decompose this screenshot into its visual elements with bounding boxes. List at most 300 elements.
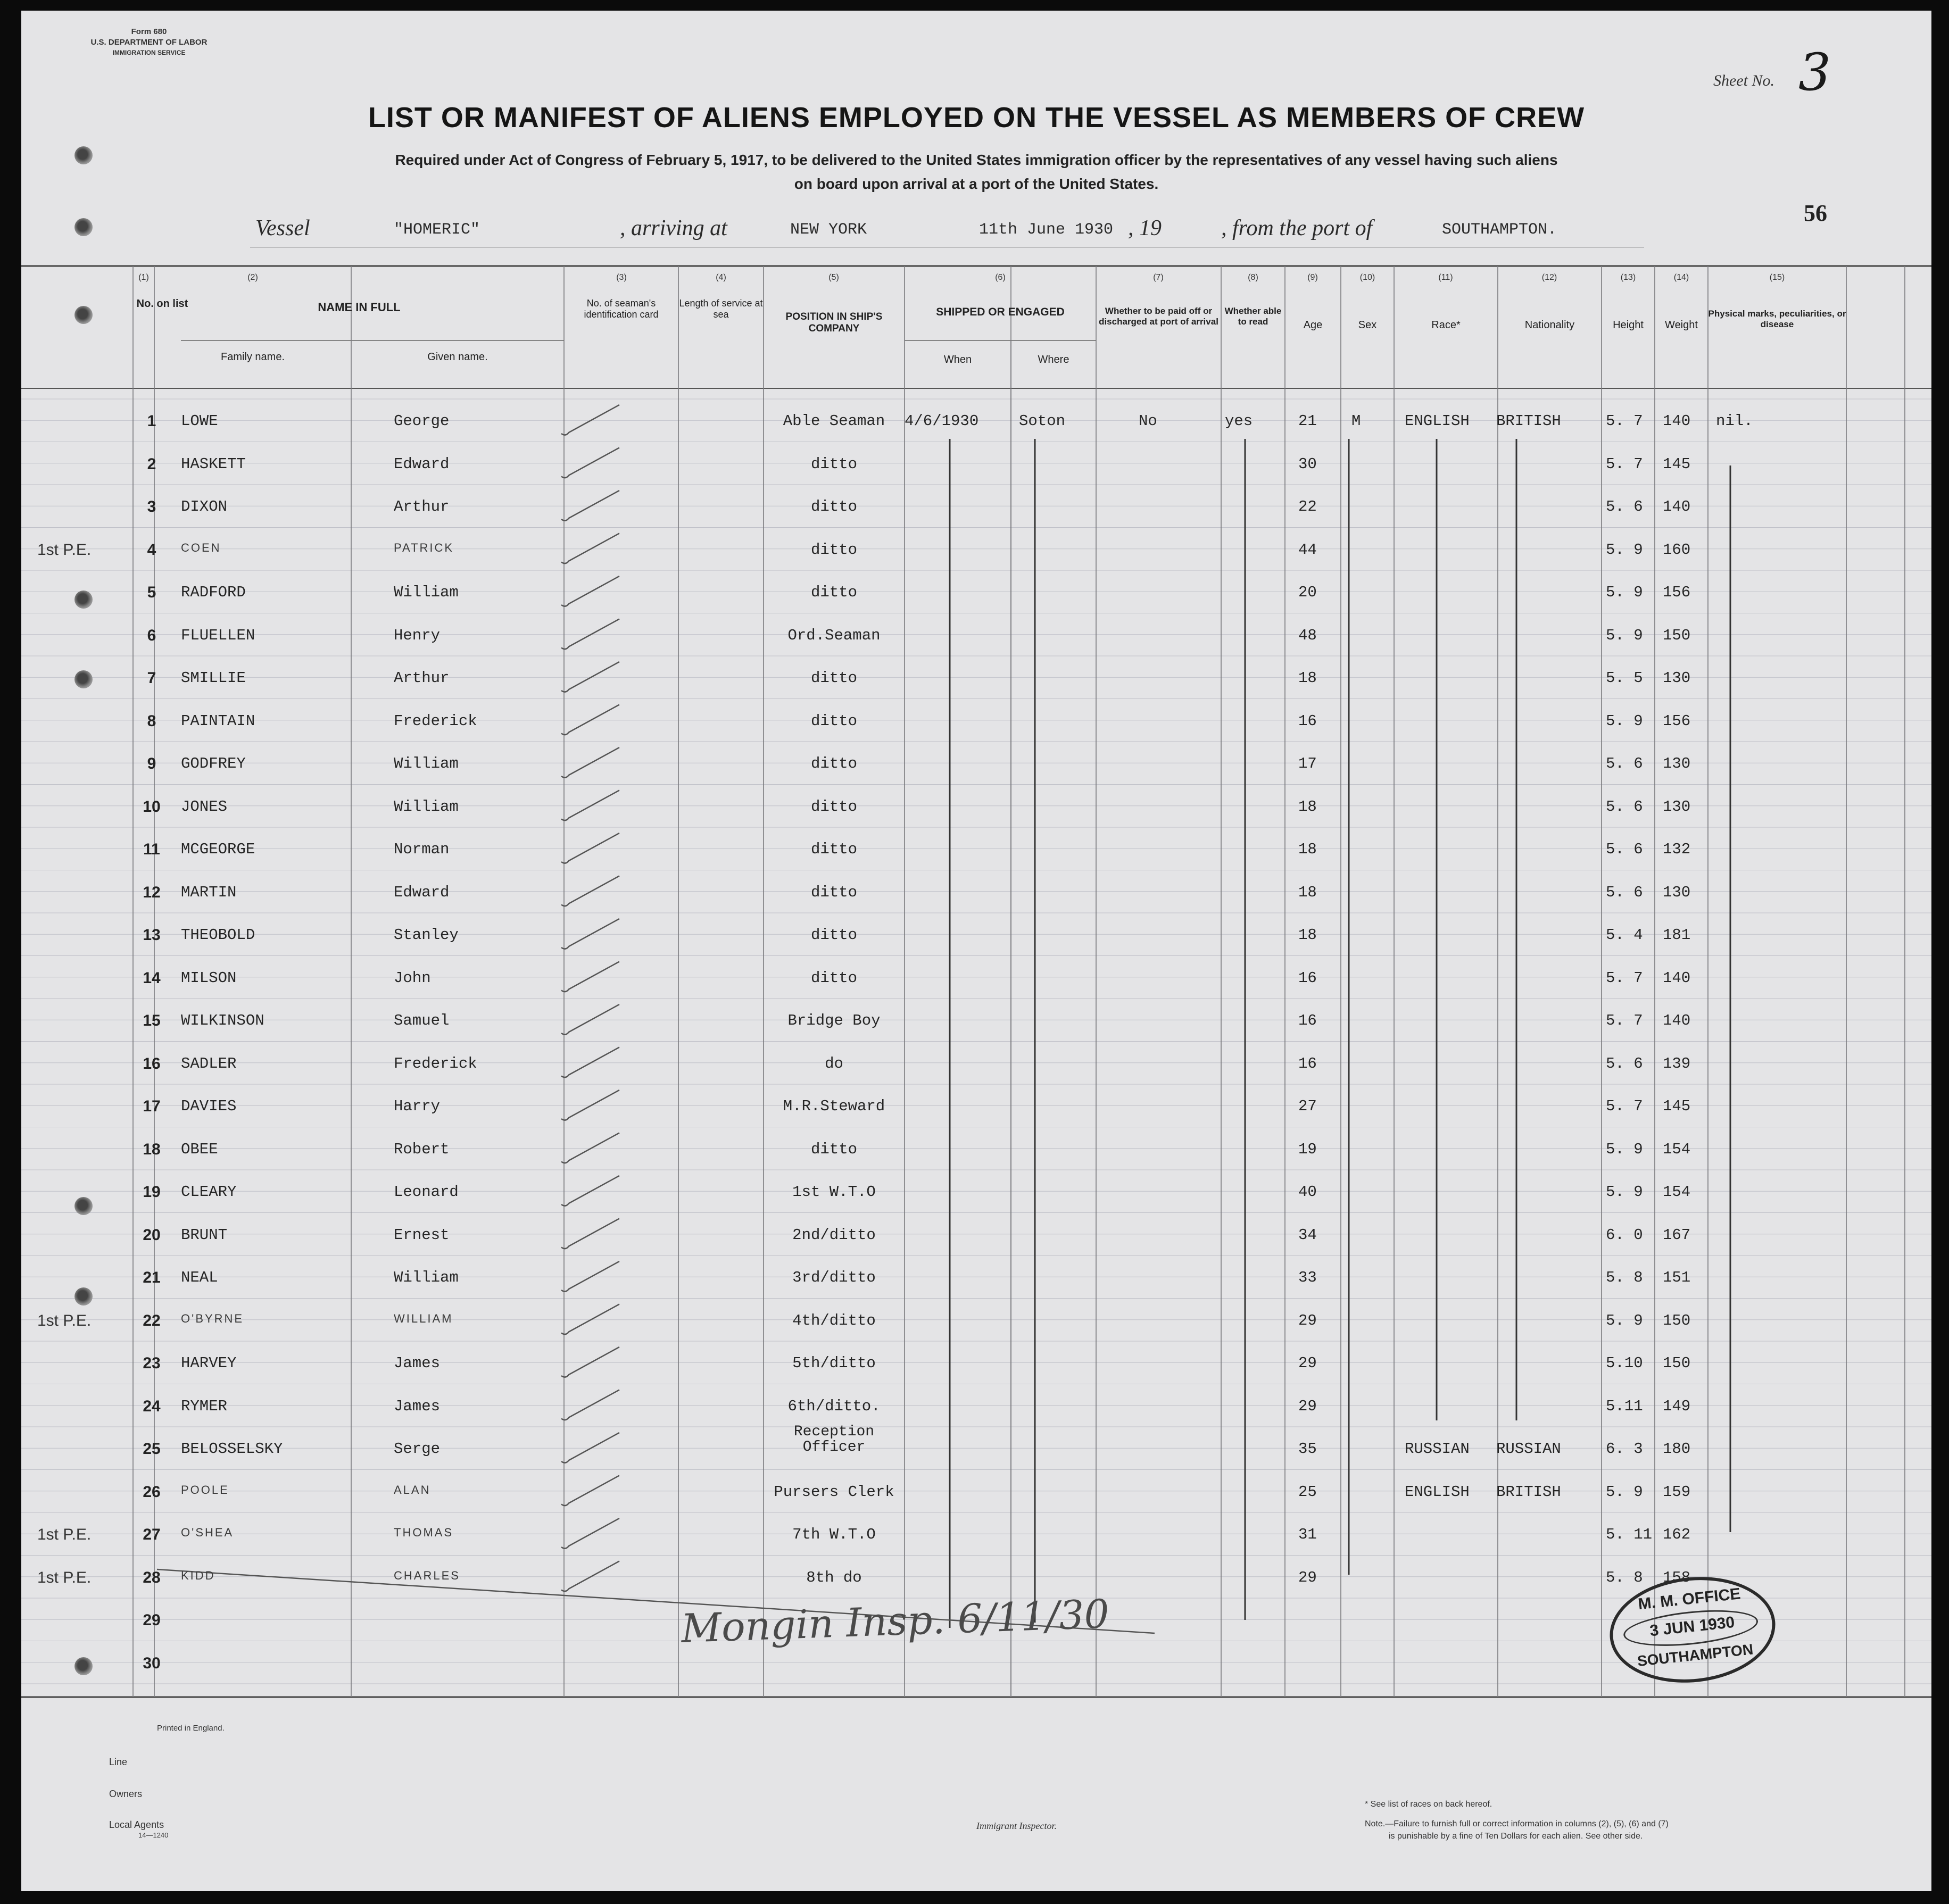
given-name-cell: Frederick (394, 712, 477, 730)
col-physical: Physical marks, peculiarities, or disease (1708, 309, 1846, 329)
weight-cell: 130 (1663, 883, 1691, 901)
weight-cell: 159 (1663, 1483, 1691, 1501)
height-cell: 6. 3 (1606, 1440, 1643, 1458)
family-name-cell: SADLER (181, 1054, 237, 1072)
height-cell: 5. 4 (1606, 926, 1643, 944)
family-name-cell: MCGEORGE (181, 841, 255, 858)
weight-cell: 180 (1663, 1440, 1691, 1458)
footer-owners-label: Owners (109, 1789, 143, 1799)
weight-cell: 160 (1663, 541, 1691, 559)
position-cell: Bridge Boy (787, 1012, 881, 1029)
form-header (80, 27, 218, 57)
given-name-cell: Samuel (394, 1012, 450, 1029)
position-cell: Able Seaman (783, 412, 885, 430)
given-name-cell: William (394, 797, 459, 816)
position-cell: M.R.Steward (783, 1097, 885, 1115)
table-row (21, 1055, 1931, 1098)
row-number: 17 (143, 1097, 161, 1115)
table-row (21, 1354, 1931, 1398)
table-row (21, 1483, 1931, 1526)
height-cell: 5. 9 (1606, 541, 1643, 559)
family-name-cell: PAINTAIN (181, 712, 255, 730)
given-name-cell: Norman (394, 841, 450, 858)
height-cell: 5. 8 (1606, 1568, 1643, 1586)
col-age: Age (1303, 319, 1323, 331)
age-cell: 16 (1298, 712, 1317, 730)
col-paid-off: Whether to be paid off or discharged at port of arrival (1099, 306, 1218, 327)
row-number: 3 (147, 498, 156, 516)
weight-cell: 140 (1663, 498, 1691, 516)
given-name-cell: William (394, 584, 459, 601)
column-number: (14) (1673, 273, 1689, 282)
row-number: 19 (143, 1183, 161, 1201)
family-name-cell: OBEE (181, 1140, 218, 1158)
position-cell: ditto (810, 841, 857, 858)
col-weight: Weight (1665, 319, 1698, 331)
height-cell: 5. 7 (1606, 1097, 1643, 1115)
position-cell: 3rd/ditto (792, 1269, 876, 1286)
table-row (21, 926, 1931, 969)
weight-cell: 150 (1663, 1354, 1691, 1372)
margin-note: 1st P.E. (37, 1526, 92, 1543)
row-number: 16 (143, 1054, 161, 1072)
family-name-cell: MARTIN (181, 883, 237, 901)
col-no-on-list: No. on list (136, 298, 188, 310)
family-name-cell: BELOSSELSKY (181, 1440, 283, 1458)
column-number: (6) (995, 273, 1006, 282)
table-row (21, 627, 1931, 670)
age-cell: 29 (1298, 1311, 1317, 1329)
age-cell: 18 (1298, 797, 1317, 816)
age-cell: 20 (1298, 584, 1317, 601)
sheet-label: Sheet No. (1713, 72, 1774, 89)
row-number: 6 (147, 626, 156, 644)
age-cell: 40 (1298, 1183, 1317, 1201)
row-number: 4 (147, 541, 156, 559)
given-name-cell: Harry (394, 1097, 441, 1115)
age-cell: 16 (1298, 1012, 1317, 1029)
table-row (21, 1226, 1931, 1269)
table-row (21, 1097, 1931, 1141)
immigrant-inspector-label: Immigrant Inspector. (976, 1820, 1057, 1831)
column-number: (3) (616, 273, 627, 282)
column-number: (10) (1359, 273, 1375, 282)
given-name-cell: John (394, 969, 431, 987)
table-row (21, 841, 1931, 884)
from-port: SOUTHAMPTON. (1442, 221, 1557, 239)
age-cell: 21 (1298, 412, 1317, 430)
weight-cell: 149 (1663, 1397, 1691, 1415)
height-cell: 5. 9 (1606, 1140, 1643, 1158)
nationality-cell: RUSSIAN (1496, 1440, 1561, 1458)
age-cell: 29 (1298, 1354, 1317, 1372)
family-name-cell: DIXON (181, 498, 228, 516)
column-number: (9) (1307, 273, 1318, 282)
position-cell: ditto (810, 797, 857, 816)
family-name-cell: GODFREY (181, 755, 246, 772)
race-cell: ENGLISH (1405, 412, 1470, 430)
stamp-date: 3 JUN 1930 (1649, 1613, 1736, 1640)
col-name-in-full: NAME IN FULL (318, 301, 401, 314)
physical-cell: nil. (1716, 412, 1753, 430)
col-shipped: SHIPPED OR ENGAGED (936, 306, 1065, 318)
service: IMMIGRATION SERVICE (112, 48, 186, 56)
race-note: * See list of races on back hereof. (1365, 1800, 1492, 1809)
position-cell: 4th/ditto (792, 1311, 876, 1329)
weight-cell: 156 (1663, 584, 1691, 601)
required-line-1: Required under Act of Congress of February 5, 1917, to be delivered to the United States immigration officer by the representatives of any vessel having such aliens (395, 152, 1558, 168)
weight-cell: 132 (1663, 841, 1691, 858)
weight-cell: 140 (1663, 412, 1691, 430)
row-number: 13 (143, 926, 161, 944)
arrival-date: 11th June 1930 (979, 221, 1114, 239)
age-cell: 34 (1298, 1226, 1317, 1244)
given-name-cell: Edward (394, 455, 450, 473)
height-cell: 5. 6 (1606, 1054, 1643, 1072)
age-cell: 17 (1298, 755, 1317, 772)
page-title: LIST OR MANIFEST OF ALIENS EMPLOYED ON THE VESSEL AS MEMBERS OF CREW (368, 102, 1585, 134)
age-cell: 18 (1298, 841, 1317, 858)
table-row (21, 669, 1931, 712)
where-cell: Soton (1019, 412, 1066, 430)
col-height: Height (1613, 319, 1644, 331)
weight-cell: 130 (1663, 669, 1691, 687)
table-row (21, 969, 1931, 1012)
col-when: When (943, 354, 972, 365)
family-name-cell: O'BYRNE (181, 1311, 244, 1325)
column-number: (4) (716, 273, 726, 282)
family-name-cell: WILKINSON (181, 1012, 264, 1029)
family-name-cell: BRUNT (181, 1226, 228, 1244)
position-cell: ditto (810, 541, 857, 559)
age-cell: 16 (1298, 969, 1317, 987)
given-name-cell: PATRICK (394, 541, 454, 554)
row-number: 15 (143, 1012, 161, 1029)
age-cell: 44 (1298, 541, 1317, 559)
given-name-cell: William (394, 1269, 459, 1286)
position-cell: ditto (810, 755, 857, 772)
position-cell: ditto (810, 926, 857, 944)
given-name-cell: ALAN (394, 1483, 431, 1496)
given-name-cell: CHARLES (394, 1568, 460, 1582)
column-number: (2) (247, 273, 258, 282)
position-cell: 5th/ditto (792, 1354, 876, 1372)
table-row (21, 584, 1931, 627)
row-number: 10 (143, 797, 161, 816)
height-cell: 5.10 (1606, 1354, 1643, 1372)
given-name-cell: THOMAS (394, 1526, 454, 1539)
punch-hole (74, 306, 93, 324)
col-nationality: Nationality (1524, 319, 1575, 331)
row-number: 29 (143, 1611, 161, 1629)
weight-cell: 154 (1663, 1183, 1691, 1201)
col-sex: Sex (1358, 319, 1377, 331)
height-cell: 5. 9 (1606, 712, 1643, 730)
weight-cell: 162 (1663, 1526, 1691, 1543)
col-position: POSITION IN SHIP'S COMPANY (785, 311, 883, 334)
weight-cell: 150 (1663, 1311, 1691, 1329)
age-cell: 16 (1298, 1054, 1317, 1072)
column-number: (11) (1438, 273, 1453, 282)
margin-note: 1st P.E. (37, 1311, 92, 1329)
given-name-cell: Frederick (394, 1054, 477, 1072)
age-cell: 35 (1298, 1440, 1317, 1458)
row-number: 23 (143, 1354, 161, 1372)
height-cell: 5. 6 (1606, 883, 1643, 901)
given-name-cell: Robert (394, 1140, 450, 1158)
race-cell: RUSSIAN (1405, 1440, 1470, 1458)
age-cell: 27 (1298, 1097, 1317, 1115)
weight-cell: 156 (1663, 712, 1691, 730)
given-name-cell: James (394, 1354, 441, 1372)
weight-cell: 130 (1663, 797, 1691, 816)
row-number: 1 (147, 412, 156, 430)
weight-cell: 150 (1663, 626, 1691, 644)
family-name-cell: DAVIES (181, 1097, 237, 1115)
height-cell: 5.11 (1606, 1397, 1643, 1415)
age-cell: 19 (1298, 1140, 1317, 1158)
form-number: Form 680 (131, 27, 167, 36)
column-number: (15) (1769, 273, 1785, 282)
weight-cell: 154 (1663, 1140, 1691, 1158)
row-number: 14 (143, 969, 161, 987)
punch-hole (74, 218, 93, 236)
vessel-label: Vessel (255, 216, 310, 240)
table-row (21, 498, 1931, 541)
height-cell: 5. 6 (1606, 498, 1643, 516)
given-name-cell: Serge (394, 1440, 441, 1458)
position-cell: ditto (810, 455, 857, 473)
age-cell: 29 (1298, 1397, 1317, 1415)
position-cell: ditto (810, 883, 857, 901)
weight-cell: 151 (1663, 1269, 1691, 1286)
table-row (21, 1183, 1931, 1226)
position-cell: ditto (810, 498, 857, 516)
col-race: Race* (1431, 319, 1461, 331)
age-cell: 25 (1298, 1483, 1317, 1501)
col-where: Where (1038, 354, 1069, 365)
position-cell: 6th/ditto. (787, 1397, 881, 1415)
from-port-label: , from the port of (1221, 216, 1373, 240)
weight-cell: 181 (1663, 926, 1691, 944)
fine-note-1: Note.—Failure to furnish full or correct information in columns (2), (5), (6) and (7) (1365, 1819, 1669, 1828)
row-number: 27 (143, 1526, 161, 1543)
row-number: 25 (143, 1440, 161, 1458)
height-cell: 5. 7 (1606, 412, 1643, 430)
family-name-cell: THEOBOLD (181, 926, 255, 944)
family-name-cell: RADFORD (181, 584, 246, 601)
row-number: 9 (147, 755, 156, 772)
row-number: 18 (143, 1140, 161, 1158)
age-cell: 31 (1298, 1526, 1317, 1543)
weight-cell: 130 (1663, 755, 1691, 772)
column-number: (13) (1620, 273, 1636, 282)
height-cell: 6. 0 (1606, 1226, 1643, 1244)
table-row (21, 1424, 1931, 1483)
height-cell: 5. 6 (1606, 797, 1643, 816)
printed-in: Printed in England. (157, 1724, 225, 1733)
table-row (21, 412, 1931, 455)
row-number: 5 (147, 584, 156, 601)
table-row (21, 541, 1931, 584)
family-name-cell: MILSON (181, 969, 237, 987)
arrival-port: NEW YORK (790, 221, 867, 239)
table-row (21, 755, 1931, 798)
age-cell: 18 (1298, 926, 1317, 944)
height-cell: 5. 9 (1606, 626, 1643, 644)
given-name-cell: James (394, 1397, 441, 1415)
manifest-sheet (21, 11, 1931, 1891)
col-given-name: Given name. (427, 351, 488, 363)
column-number: (1) (138, 273, 149, 282)
arriving-label: , arriving at (620, 216, 727, 240)
margin-note: 1st P.E. (37, 1568, 92, 1586)
fine-note-2: is punishable by a fine of Ten Dollars for each alien. See other side. (1389, 1832, 1643, 1841)
page-number: 56 (1804, 200, 1827, 226)
inspector-signature: Mongin Insp. 6/11/30 (680, 1591, 1110, 1652)
column-number: (8) (1248, 273, 1258, 282)
position-cell: ditto (810, 584, 857, 601)
given-name-cell: WILLIAM (394, 1311, 453, 1325)
column-number: (7) (1153, 273, 1164, 282)
row-number: 7 (147, 669, 156, 687)
given-name-cell: Arthur (394, 669, 450, 687)
sheet-number: 3 (1798, 43, 1831, 102)
family-name-cell: HASKETT (181, 455, 246, 473)
col-able-read: Whether able to read (1224, 306, 1282, 327)
position-cell: Pursers Clerk (774, 1483, 894, 1501)
row-number: 24 (143, 1397, 161, 1415)
age-cell: 18 (1298, 883, 1317, 901)
weight-cell: 145 (1663, 1097, 1691, 1115)
table-row (21, 884, 1931, 927)
sex-cell: M (1351, 412, 1361, 430)
table-row (21, 455, 1931, 498)
position-cell: ditto (810, 969, 857, 987)
given-name-cell: George (394, 412, 450, 430)
footer-local-agents-label: Local Agents (109, 1819, 164, 1830)
height-cell: 5. 6 (1606, 755, 1643, 772)
position-cell: ditto (810, 1140, 857, 1158)
height-cell: 5. 7 (1606, 969, 1643, 987)
given-name-cell: William (394, 755, 459, 772)
position-cell: 2nd/ditto (792, 1226, 876, 1244)
position-cell: Reception Officer (793, 1424, 875, 1456)
given-name-cell: Ernest (394, 1226, 450, 1244)
position-cell: ditto (810, 712, 857, 730)
nationality-cell: BRITISH (1496, 412, 1561, 430)
margin-note: 1st P.E. (37, 541, 92, 559)
family-name-cell: O'SHEA (181, 1526, 234, 1539)
required-line-2: on board upon arrival at a port of the United States. (794, 176, 1159, 192)
age-cell: 22 (1298, 498, 1317, 516)
footer-line-label: Line (109, 1757, 128, 1767)
table-row (21, 1312, 1931, 1355)
weight-cell: 139 (1663, 1054, 1691, 1072)
stamp-city: SOUTHAMPTON (1636, 1641, 1754, 1670)
weight-cell: 140 (1663, 969, 1691, 987)
family-name-cell: CLEARY (181, 1183, 237, 1201)
height-cell: 5. 7 (1606, 455, 1643, 473)
age-cell: 18 (1298, 669, 1317, 687)
row-number: 8 (147, 712, 156, 730)
row-number: 22 (143, 1311, 161, 1329)
height-cell: 5. 9 (1606, 1483, 1643, 1501)
height-cell: 5. 9 (1606, 1311, 1643, 1329)
height-cell: 5. 8 (1606, 1269, 1643, 1286)
height-cell: 5. 5 (1606, 669, 1643, 687)
when-cell: 4/6/1930 (905, 412, 979, 430)
able-read-cell: yes (1225, 412, 1253, 430)
col-family-name: Family name. (220, 351, 285, 363)
weight-cell: 145 (1663, 455, 1691, 473)
given-name-cell: Arthur (394, 498, 450, 516)
table-row (21, 712, 1931, 755)
position-cell: do (825, 1054, 843, 1072)
weight-cell: 140 (1663, 1012, 1691, 1029)
height-cell: 5. 6 (1606, 841, 1643, 858)
table-row (21, 1012, 1931, 1055)
family-name-cell: POOLE (181, 1483, 229, 1496)
race-cell: ENGLISH (1405, 1483, 1470, 1501)
row-number: 26 (143, 1483, 161, 1501)
vessel-name: "HOMERIC" (394, 221, 480, 239)
family-name-cell: KIDD (181, 1568, 215, 1582)
age-cell: 29 (1298, 1568, 1317, 1586)
family-name-cell: COEN (181, 541, 221, 554)
given-name-cell: Edward (394, 883, 450, 901)
position-cell: ditto (810, 669, 857, 687)
age-cell: 33 (1298, 1269, 1317, 1286)
table-row (21, 1269, 1931, 1312)
position-cell: 7th W.T.O (792, 1526, 876, 1543)
height-cell: 5. 11 (1606, 1526, 1653, 1543)
row-number: 11 (143, 841, 160, 858)
position-cell: 1st W.T.O (792, 1183, 876, 1201)
table-row (21, 798, 1931, 841)
column-number: (5) (828, 273, 839, 282)
weight-cell: 167 (1663, 1226, 1691, 1244)
family-name-cell: FLUELLEN (181, 626, 255, 644)
row-number: 12 (143, 883, 161, 901)
row-number: 28 (143, 1568, 161, 1586)
department: U.S. DEPARTMENT OF LABOR (90, 38, 208, 47)
family-name-cell: SMILLIE (181, 669, 246, 687)
family-name-cell: HARVEY (181, 1354, 237, 1372)
given-name-cell: Henry (394, 626, 441, 644)
weight-cell: 158 (1663, 1568, 1691, 1586)
age-cell: 48 (1298, 626, 1317, 644)
row-number: 20 (143, 1226, 161, 1244)
table-row (21, 1398, 1931, 1441)
row-number: 30 (143, 1654, 161, 1672)
height-cell: 5. 9 (1606, 584, 1643, 601)
position-cell: Ord.Seaman (787, 626, 881, 644)
col-id-card: No. of seaman's identification card (584, 298, 659, 320)
col-length-service: Length of service at sea (679, 298, 763, 320)
stamp-office: M. M. OFFICE (1637, 1585, 1741, 1614)
row-number: 2 (147, 455, 156, 473)
footer-form-code: 14—1240 (138, 1831, 169, 1839)
family-name-cell: RYMER (181, 1397, 228, 1415)
height-cell: 5. 9 (1606, 1183, 1643, 1201)
given-name-cell: Stanley (394, 926, 459, 944)
family-name-cell: NEAL (181, 1269, 218, 1286)
year-label: , 19 (1128, 216, 1162, 240)
paid-off-cell: No (1139, 412, 1157, 430)
position-cell: 8th do (806, 1568, 862, 1586)
family-name-cell: LOWE (181, 412, 218, 430)
